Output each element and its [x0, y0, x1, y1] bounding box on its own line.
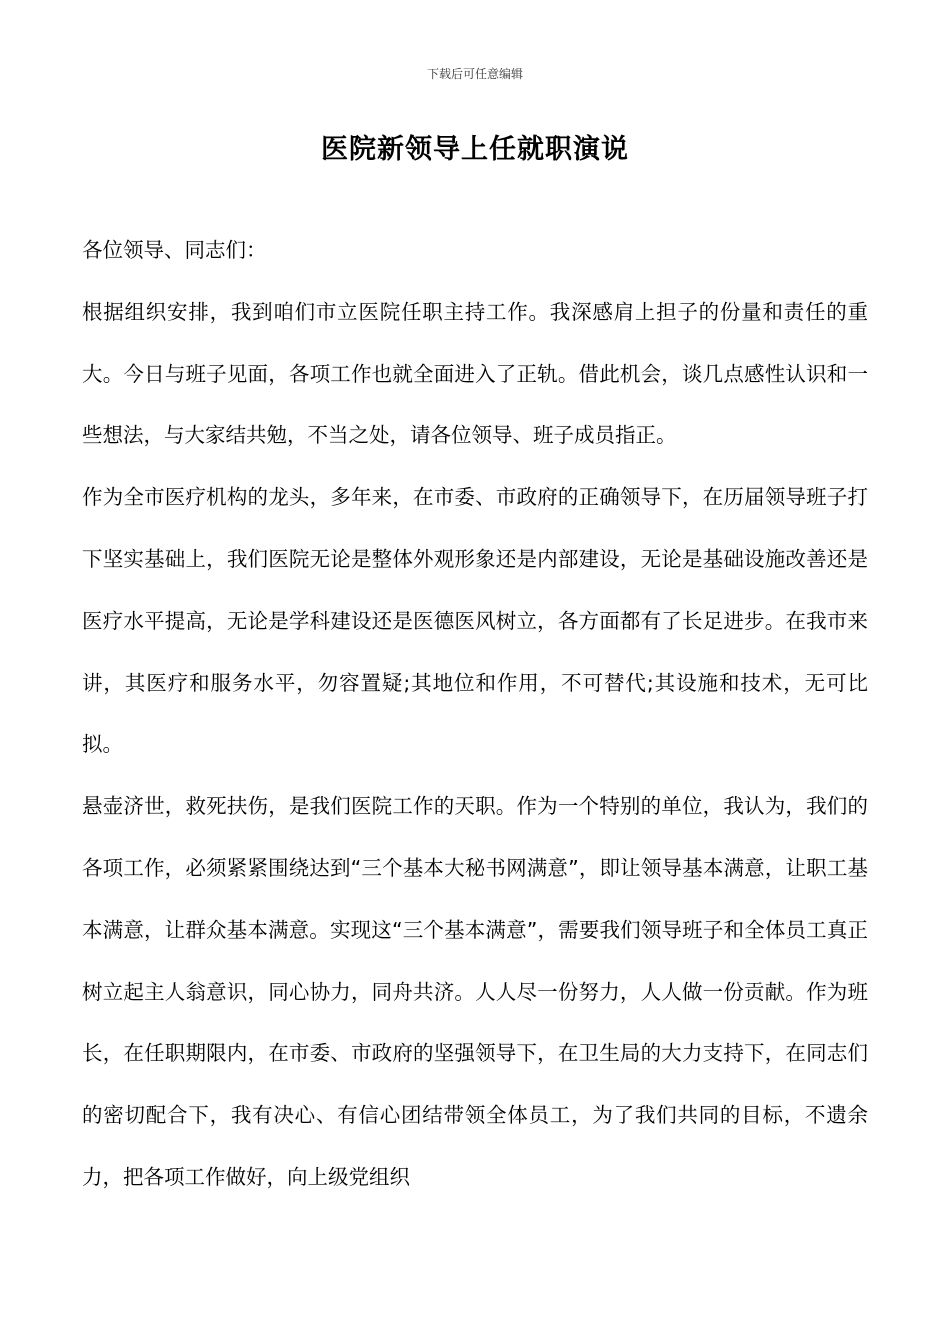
document-body — [82, 220, 868, 1209]
paragraph-2: 作为全市医疗机构的龙头，多年来，在市委、市政府的正确领导下，在历届领导班子打下坚实基础上，我们医院无论是整体外观形象还是内部建设，无论是基础设施改善还是医疗水平提高，无论是学科建设还是医德医风树立，各方面都有了长足进步。在我市来讲，其医疗和服务水平，勿容置疑;其地位和作用，不可替代;其设施和技术，无可比拟。 — [82, 485, 868, 757]
page-title: 医院新领导上任就职演说 — [321, 134, 629, 165]
paragraph-3: 悬壶济世，救死扶伤，是我们医院工作的天职。作为一个特别的单位，我认为，我们的各项工作，必须紧紧围绕达到“三个基本大秘书网满意”，即让领导基本满意，让职工基本满意，让群众基本满意。实现这“三个基本满意”，需要我们领导班子和全体员工真正树立起主人翁意识，同心协力，同舟共济。人人尽一份努力，人人做一份贡献。作为班长，在任职期限内，在市委、市政府的坚强领导下，在卫生局的大力支持下，在同志们的密切配合下，我有决心、有信心团结带领全体员工，为了我们共同的目标，不遗余力，把各项工作做好，向上级党组织 — [82, 794, 868, 1189]
header-note: 下载后可任意编辑 — [426, 67, 523, 81]
paragraph-1: 根据组织安排，我到咱们市立医院任职主持工作。我深感肩上担子的份量和责任的重大。今日与班子见面，各项工作也就全面进入了正轨。借此机会，谈几点感性认识和一些想法，与大家结共勉，不当之处，请各位领导、班子成员指正。 — [82, 299, 868, 448]
salutation: 各位领导、同志们： — [82, 238, 267, 262]
